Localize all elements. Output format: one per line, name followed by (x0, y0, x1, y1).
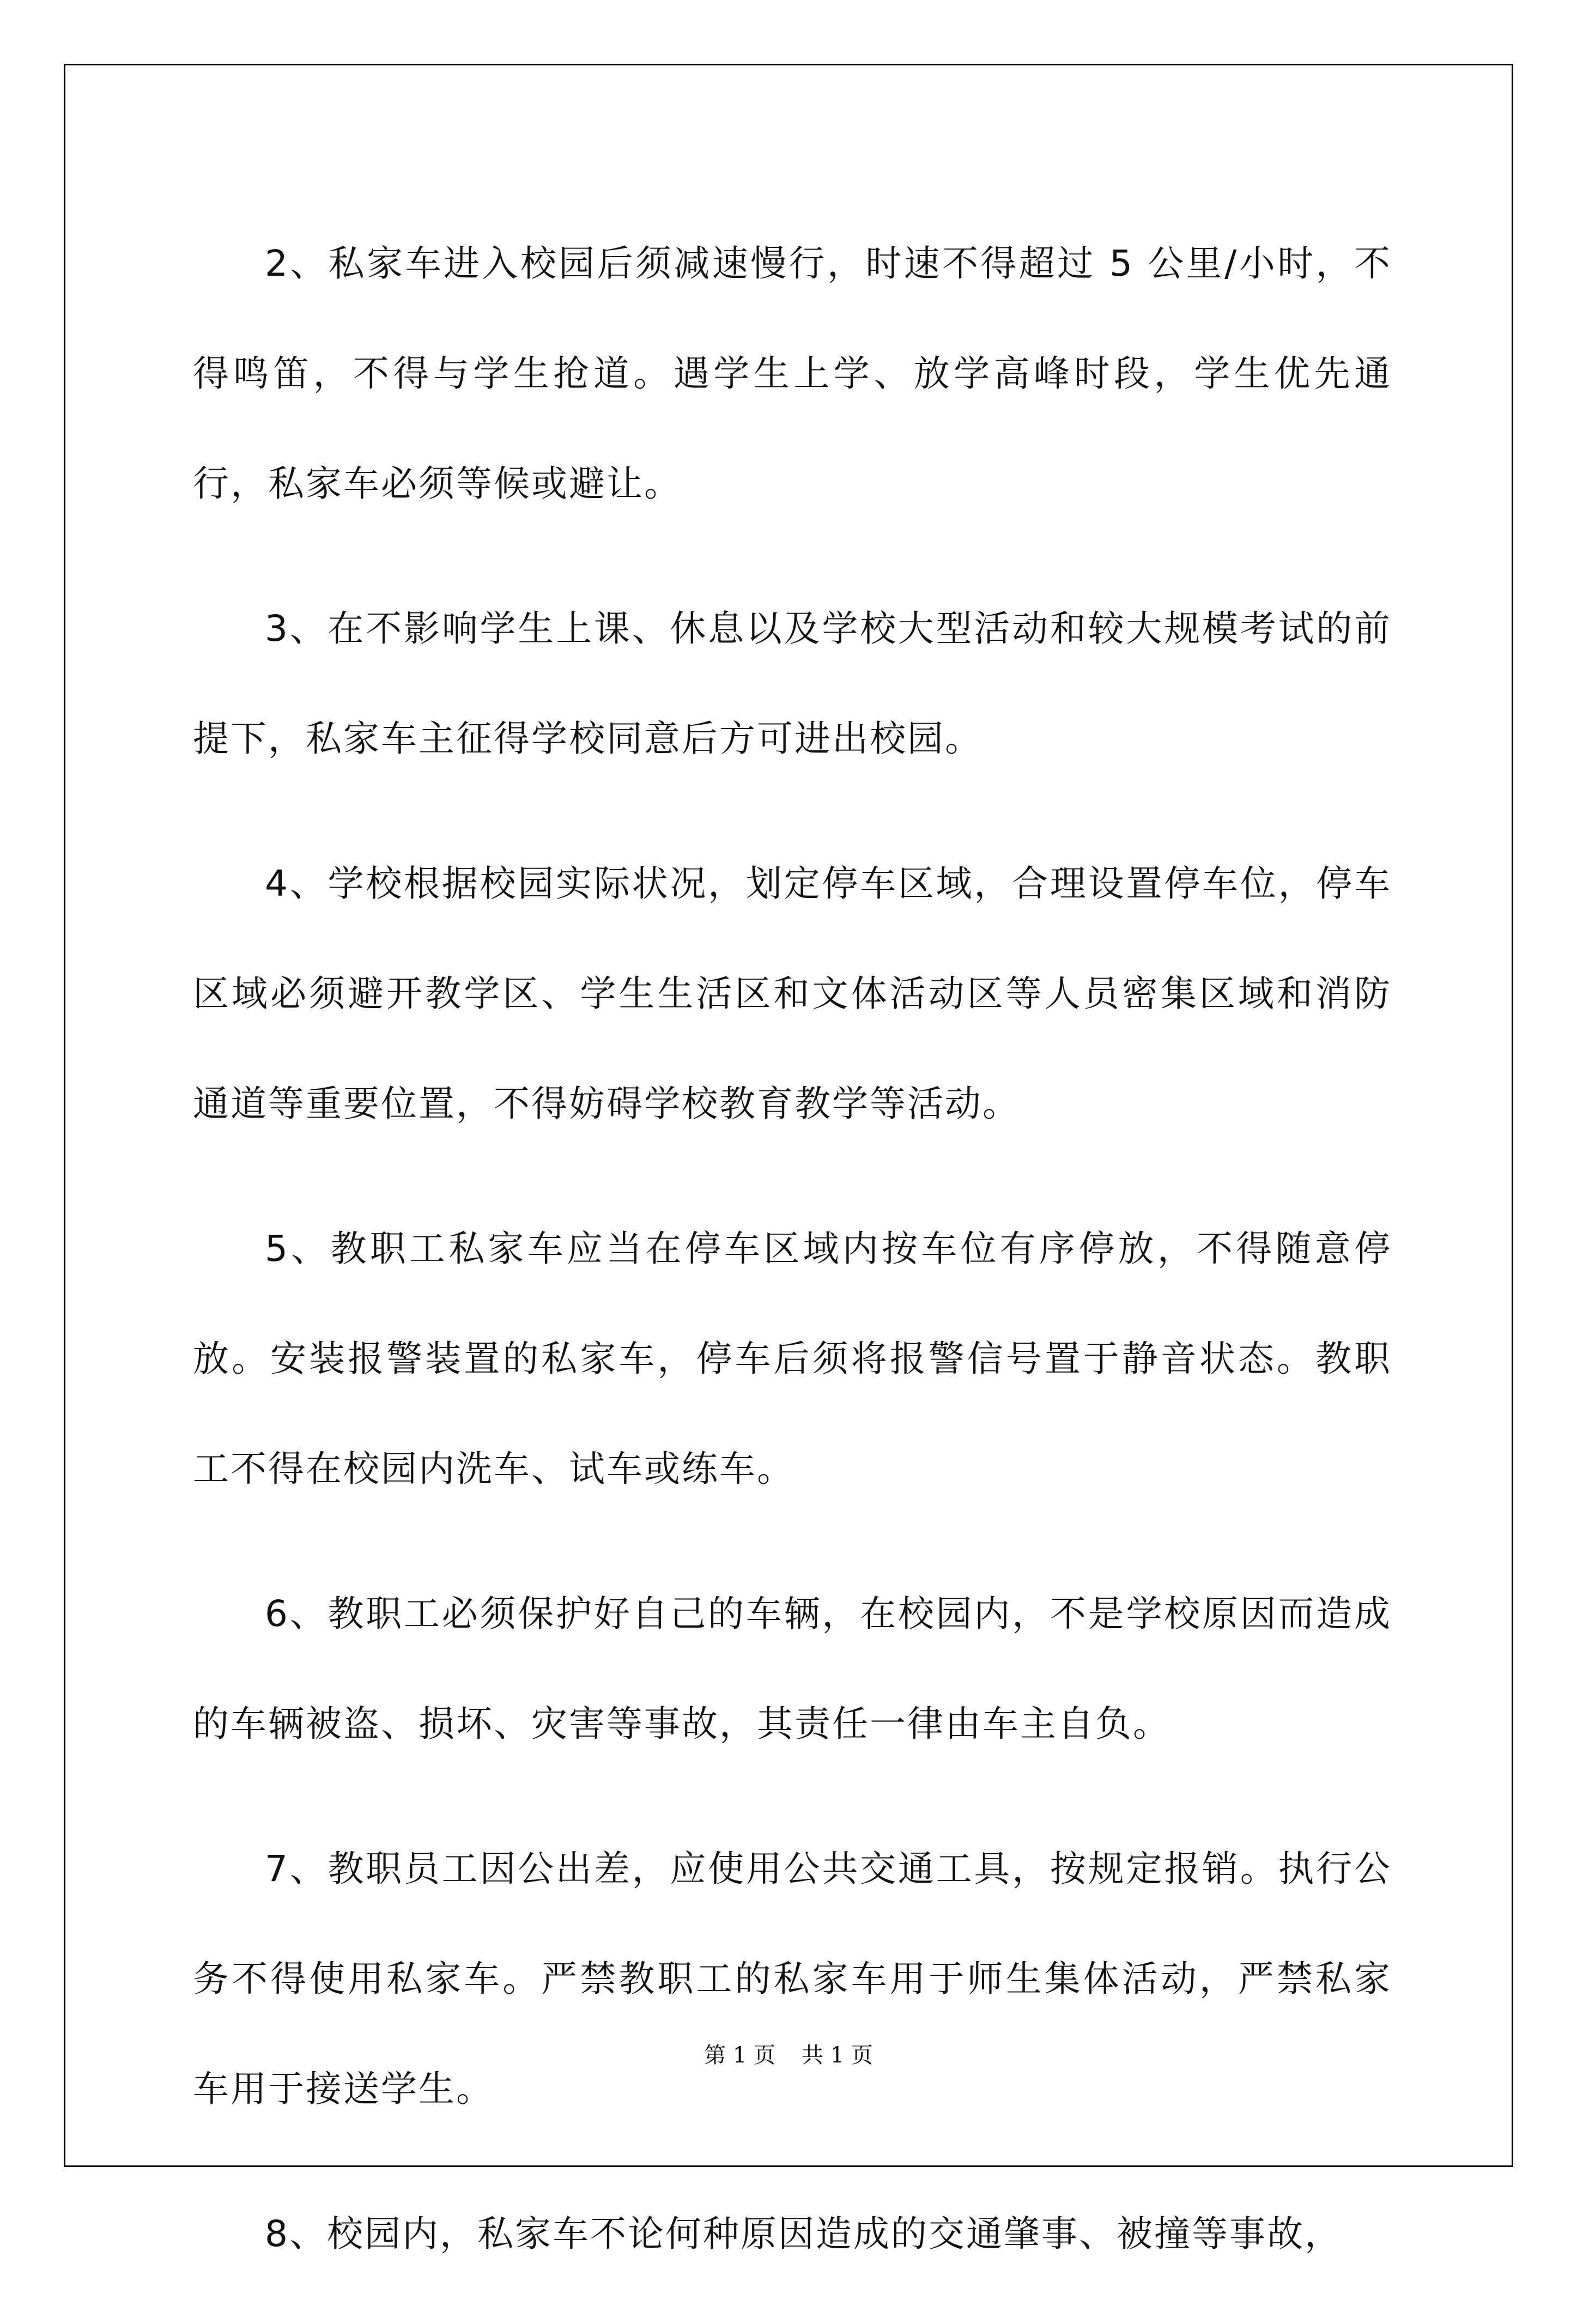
paragraph-7: 7、教职员工因公出差，应使用公共交通工具，按规定报销。执行公务不得使用私家车。严禁教职工的私家车用于师生集体活动，严禁私家车用于接送学生。 (193, 1848, 1392, 2110)
page-footer (0, 2038, 1577, 2069)
page-number-total: 共 1 页 (802, 2043, 873, 2068)
paragraph-4: 4、学校根据校园实际状况，划定停车区域，合理设置停车位，停车区域必须避开教学区、学生生活区和文体活动区等人员密集区域和消防通道等重要位置，不得妨碍学校教育教学等活动。 (193, 863, 1392, 1125)
paragraph-5: 5、教职工私家车应当在停车区域内按车位有序停放，不得随意停放。安装报警装置的私家车，停车后须将报警信号置于静音状态。教职工不得在校园内洗车、试车或练车。 (193, 1228, 1392, 1490)
paragraph-8: 8、校园内，私家车不论何种原因造成的交通肇事、被撞等事故， (265, 2213, 1342, 2255)
paragraph-2: 2、私家车进入校园后须减速慢行，时速不得超过 5 公里/小时，不得鸣笛，不得与学生抢道。遇学生上学、放学高峰时段，学生优先通行，私家车必须等候或避让。 (193, 242, 1392, 505)
page-number-current: 第 1 页 (704, 2043, 775, 2068)
paragraph-3: 3、在不影响学生上课、休息以及学校大型活动和较大规模考试的前提下，私家车主征得学校同意后方可进出校园。 (193, 608, 1392, 760)
document-body (193, 209, 1392, 2324)
paragraph-6: 6、教职工必须保护好自己的车辆，在校园内，不是学校原因而造成的车辆被盗、损坏、灾害等事故，其责任一律由车主自负。 (193, 1593, 1392, 1745)
